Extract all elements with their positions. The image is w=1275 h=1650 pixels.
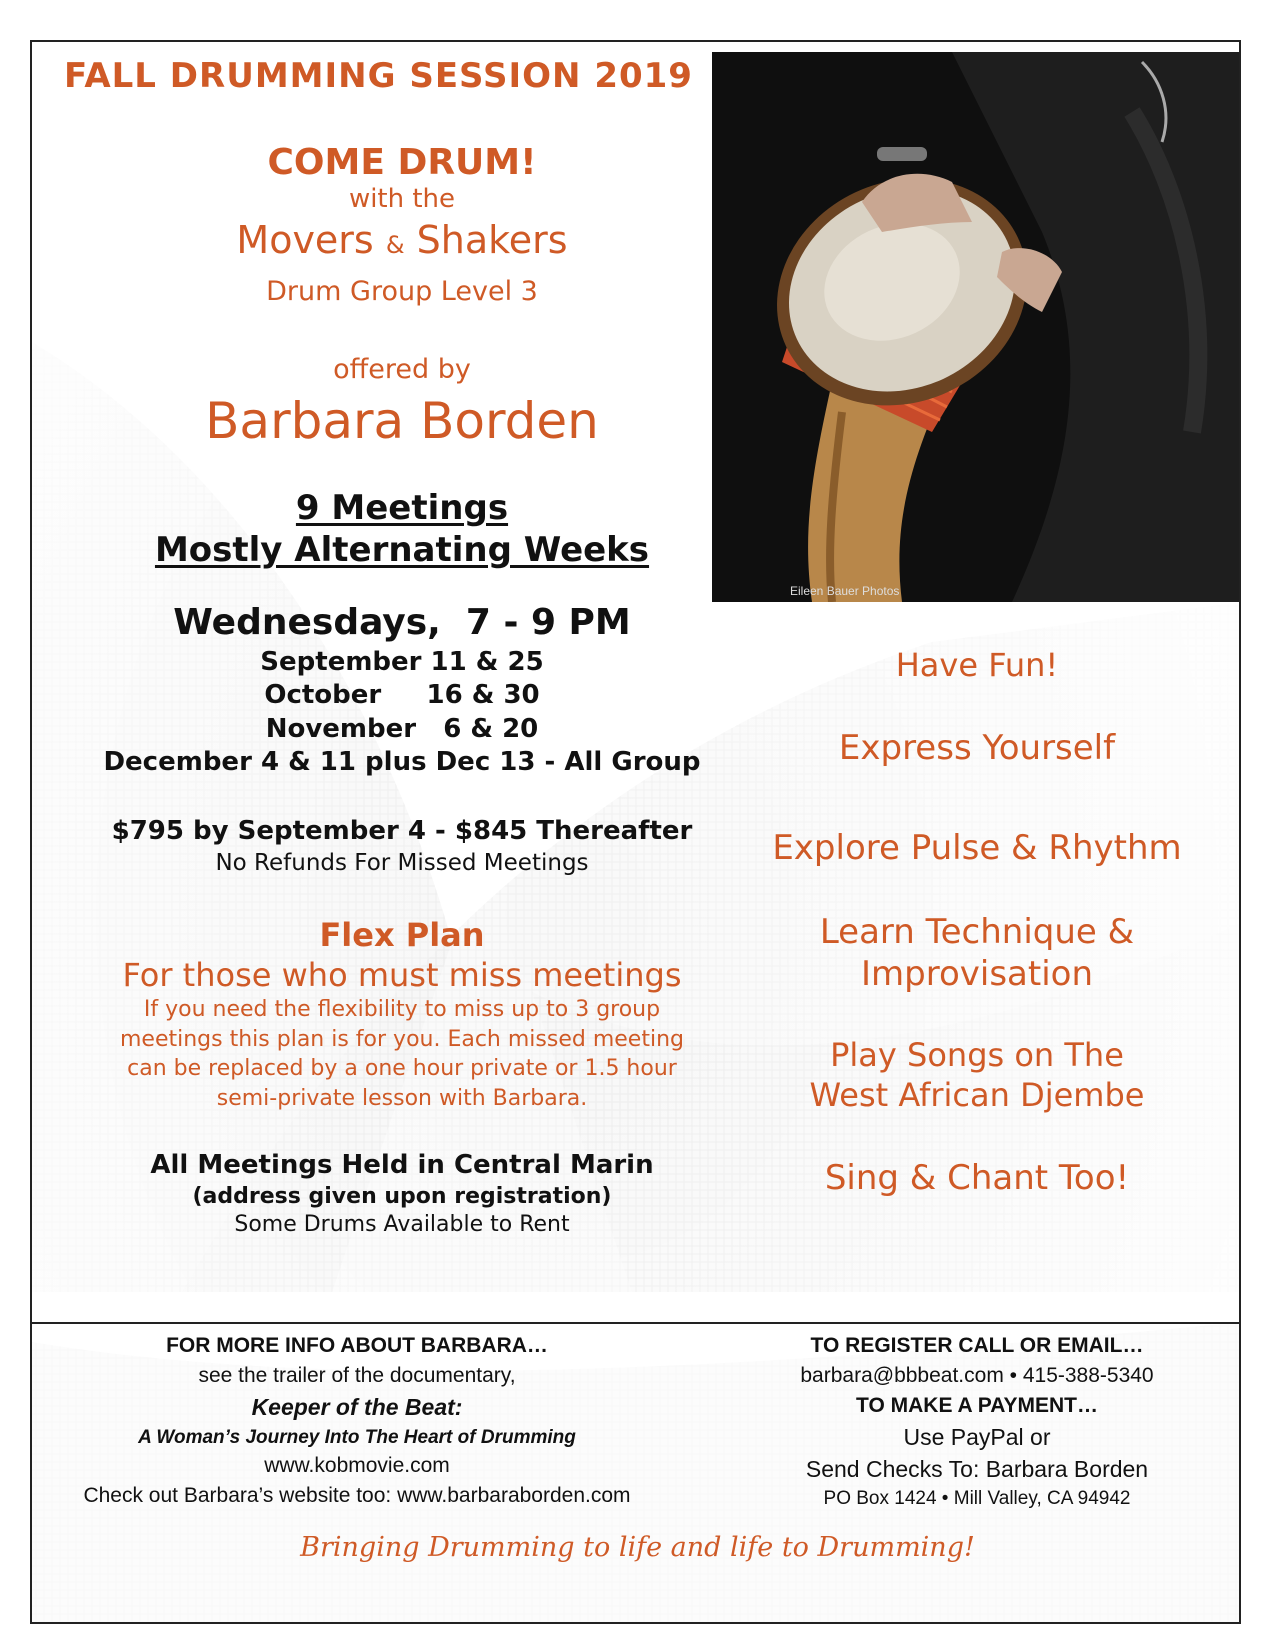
paypal-text: Use PayPal or — [903, 1424, 1051, 1450]
more-info-heading: FOR MORE INFO ABOUT BARBARA… — [166, 1334, 548, 1357]
page-title: FALL DRUMMING SESSION 2019 — [64, 56, 693, 96]
benefit-item: Sing & Chant Too! — [824, 1158, 1130, 1198]
instructor-name: Barbara Borden — [205, 392, 599, 450]
benefit-item: West African Djembe — [809, 1076, 1145, 1114]
benefit-item: Have Fun! — [895, 646, 1059, 684]
group-level: Drum Group Level 3 — [266, 276, 538, 307]
day-time: Wednesdays, 7 - 9 PM — [173, 602, 631, 643]
benefit-item: Express Yourself — [838, 728, 1116, 768]
price-text: $795 by September 4 - $845 Thereafter — [111, 816, 693, 846]
drummer-photo — [712, 52, 1241, 602]
photo-credit: Eileen Bauer Photos — [790, 584, 900, 598]
come-drum-heading: COME DRUM! — [267, 142, 537, 183]
meetings-frequency: Mostly Alternating Weeks — [154, 530, 650, 570]
date-row: December 4 & 11 plus Dec 13 - All Group — [103, 747, 701, 777]
refund-note: No Refunds For Missed Meetings — [215, 850, 589, 876]
flex-plan-subtitle: For those who must miss meetings — [122, 956, 682, 994]
flex-plan-title: Flex Plan — [319, 916, 485, 954]
drum-rental-note: Some Drums Available to Rent — [234, 1212, 570, 1237]
meetings-count: 9 Meetings — [295, 488, 509, 528]
date-row: September 11 & 25 — [260, 647, 544, 677]
film-subtitle: A Woman’s Journey Into The Heart of Drumming — [138, 1427, 576, 1448]
date-row: November 6 & 20 — [265, 714, 539, 744]
date-row: October 16 & 30 — [264, 680, 540, 710]
film-link[interactable]: www.kobmovie.com — [264, 1454, 450, 1477]
flex-plan-body-line: meetings this plan is for you. Each missed meeting — [120, 1027, 684, 1052]
website-link[interactable]: Check out Barbara’s website too: www.barbaraborden.com — [83, 1484, 631, 1507]
location-address-note: (address given upon registration) — [192, 1184, 612, 1209]
benefit-item: Explore Pulse & Rhythm — [772, 828, 1182, 868]
film-title: Keeper of the Beat: — [251, 1394, 463, 1420]
group-name — [32, 218, 772, 262]
benefit-item: Improvisation — [860, 954, 1093, 994]
payment-heading: TO MAKE A PAYMENT… — [856, 1394, 1098, 1417]
group-name-part-a: Movers — [236, 218, 374, 262]
documentary-intro: see the trailer of the documentary, — [198, 1364, 516, 1387]
location-line: All Meetings Held in Central Marin — [150, 1150, 654, 1180]
with-the-text: with the — [348, 184, 456, 214]
flex-plan-body-line: can be replaced by a one hour private or 1.5 hour — [127, 1056, 677, 1081]
mailing-address: PO Box 1424 • Mill Valley, CA 94942 — [823, 1488, 1131, 1509]
flex-plan-body-line: semi-private lesson with Barbara. — [216, 1086, 588, 1111]
tagline: Bringing Drumming to life and life to Drumming! — [300, 1532, 975, 1563]
register-heading: TO REGISTER CALL OR EMAIL… — [810, 1334, 1144, 1357]
benefit-item: Learn Technique & — [819, 912, 1135, 952]
benefit-item: Play Songs on The — [830, 1036, 1124, 1074]
checks-text: Send Checks To: Barbara Borden — [805, 1456, 1149, 1482]
footer-divider — [32, 1322, 1241, 1324]
flyer-frame — [30, 40, 1241, 1624]
group-name-part-b: Shakers — [416, 218, 568, 262]
djembe-drum-icon — [712, 52, 1241, 602]
group-name-ampersand: & — [385, 231, 405, 259]
contact-info[interactable]: barbara@bbbeat.com • 415-388-5340 — [800, 1364, 1154, 1387]
flex-plan-body-line: If you need the flexibility to miss up to 3 group — [143, 997, 661, 1022]
offered-by-text: offered by — [333, 354, 471, 385]
